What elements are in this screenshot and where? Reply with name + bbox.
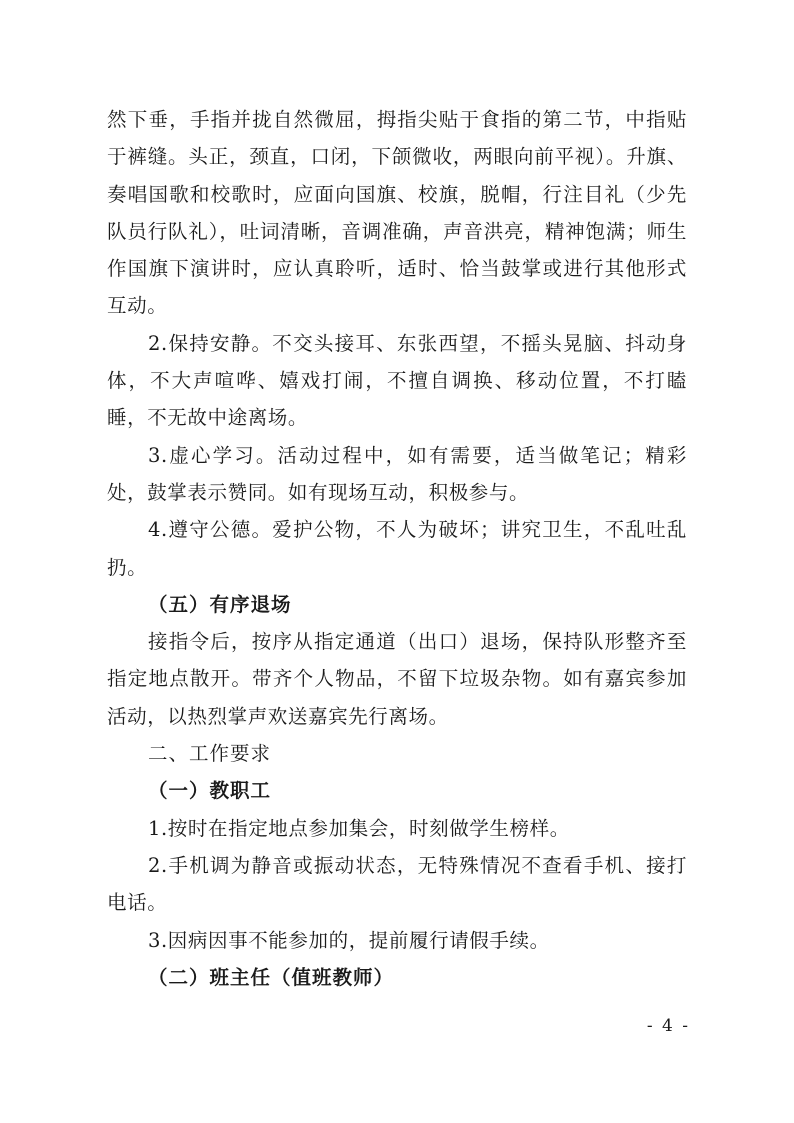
section-heading-orderly-exit: （五）有序退场 — [148, 592, 292, 616]
page-number: - 4 - — [646, 1016, 690, 1036]
paragraph-exit-instructions: 接指令后，按序从指定通道（出口）退场，保持队形整齐至指定地点散开。带齐个人物品，不留下垃圾杂物。如有嘉宾参加活动，以热烈掌声欢送嘉宾先行离场。 — [107, 630, 687, 728]
paragraph-continued: 然下垂，手指并拢自然微屈，拇指尖贴于食指的第二节，中指贴于裤缝。头正，颈直，口闭，下颌微收，两眼向前平视）。升旗、奏唱国歌和校歌时，应面向国旗、校旗，脱帽，行注目礼（少先队员行队礼），吐词清晰，音调准确，声音洪亮，精神饱满；师生作国旗下演讲时，应认真聆听，适时、恰当鼓掌或进行其他形式互动。 — [107, 108, 687, 318]
section-heading-class-teacher: （二）班主任（值班教师） — [148, 965, 395, 989]
section-heading-staff: （一）教职工 — [148, 779, 272, 803]
paragraph-learn-humbly: 3.虚心学习。活动过程中，如有需要，适当做笔记；精彩处，鼓掌表示赞同。如有现场互动，积极参与。 — [107, 443, 687, 504]
document-body — [107, 101, 687, 996]
paragraph-staff-item-2: 2.手机调为静音或振动状态，无特殊情况不查看手机、接打电话。 — [107, 853, 687, 915]
paragraph-keep-quiet: 2.保持安静。不交头接耳、东张西望，不摇头晃脑、抖动身体，不大声喧哗、嬉戏打闹，不擅自调换、移动位置，不打瞌睡，不无故中途离场。 — [107, 331, 687, 430]
paragraph-staff-item-3: 3.因病因事不能参加的，提前履行请假手续。 — [148, 928, 550, 952]
paragraph-staff-item-1: 1.按时在指定地点参加集会，时刻做学生榜样。 — [148, 816, 570, 840]
paragraph-public-morals: 4.遵守公德。爱护公物，不人为破坏；讲究卫生，不乱吐乱扔。 — [107, 518, 687, 579]
section-heading-work-requirements: 二、工作要求 — [148, 742, 272, 766]
